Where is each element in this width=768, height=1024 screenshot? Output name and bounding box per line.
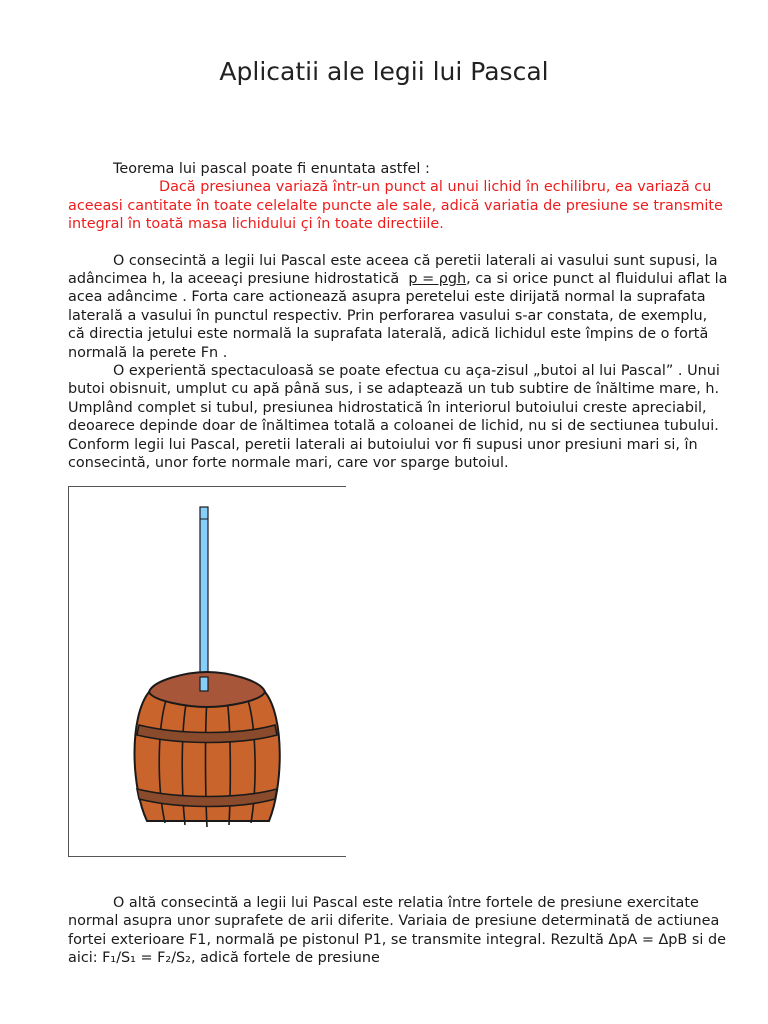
tube-joint: [200, 677, 208, 691]
pascal-barrel-illustration: [69, 487, 347, 858]
thin-tube: [200, 507, 208, 691]
pascal-statement-section: [68, 160, 728, 473]
hydrostatic-formula: p = ρgh: [408, 271, 467, 288]
consequence-text-before: O consecintă a legii lui Pascal este aceea că peretii laterali ai vasului sunt supusi, la adâncimea h, la aceeaçi presiune hidrostatică: [68, 252, 718, 288]
pascal-barrel-figure: [68, 486, 346, 857]
intro-paragraph: [68, 160, 728, 178]
page-title: Aplicatii ale legii lui Pascal: [219, 57, 549, 86]
pascal-law-text: Dacă presiunea variază într-un punct al unui lichid în echilibru, ea variază cu aceeasi cantitate în toate celelalte puncte ale sale, adică variatia de presiune se transmite integral în toată masa lichidului çi în toate directiile.: [68, 179, 723, 233]
experiment-text: O experientă spectaculoasă se poate efectua cu aça-zisul „butoi al lui Pascal” . Unui butoi obisnuit, umplut cu apă până sus, i se adaptează un tub subtire de înăltime mare, h. Umplând complet si tubul, presiunea hidrostatică în interiorul butoiului creste apreciabil, deoarece depinde doar de înăltimea totală a coloanei de lichid, nu si de sectiunea tubului. Conform legii lui Pascal, peretii laterali ai butoiului vor fi supusi unor presiuni mari si, în consecintă, unor forte normale mari, care vor sparge butoiul.: [68, 363, 720, 472]
consequence-text-after: , ca si orice punct al fluidului aflat la acea adâncime . Forta care actionează asupra peretelui este dirijată normal la suprafata laterală a vasului în punctul respectiv. Prin perforarea vasului s-ar constata, de exemplu, că directia jetului este normală la suprafata laterală, adică lichidul este împins de o fortă normală la perete Fn .: [68, 271, 728, 361]
force-relation-paragraph: [68, 894, 728, 968]
consequence-paragraph: [68, 252, 728, 362]
force-relation-text: O altă consecintă a legii lui Pascal este relatia între fortele de presiune exercitate normal asupra unor suprafete de arii diferite. Variaia de presiune determinată de actiunea fortei exterioare F1, normală pe pistonul P1, se transmite integral. Rezultă ΔpA = ΔpB si de aici: F₁/S₁ = F₂/S₂, adică fortele de presiune: [68, 895, 726, 967]
pascal-law-statement: [68, 178, 728, 233]
force-relation-section: [68, 894, 728, 968]
experiment-paragraph: [68, 362, 728, 472]
intro-text: Teorema lui pascal poate fi enuntata astfel :: [113, 161, 430, 177]
